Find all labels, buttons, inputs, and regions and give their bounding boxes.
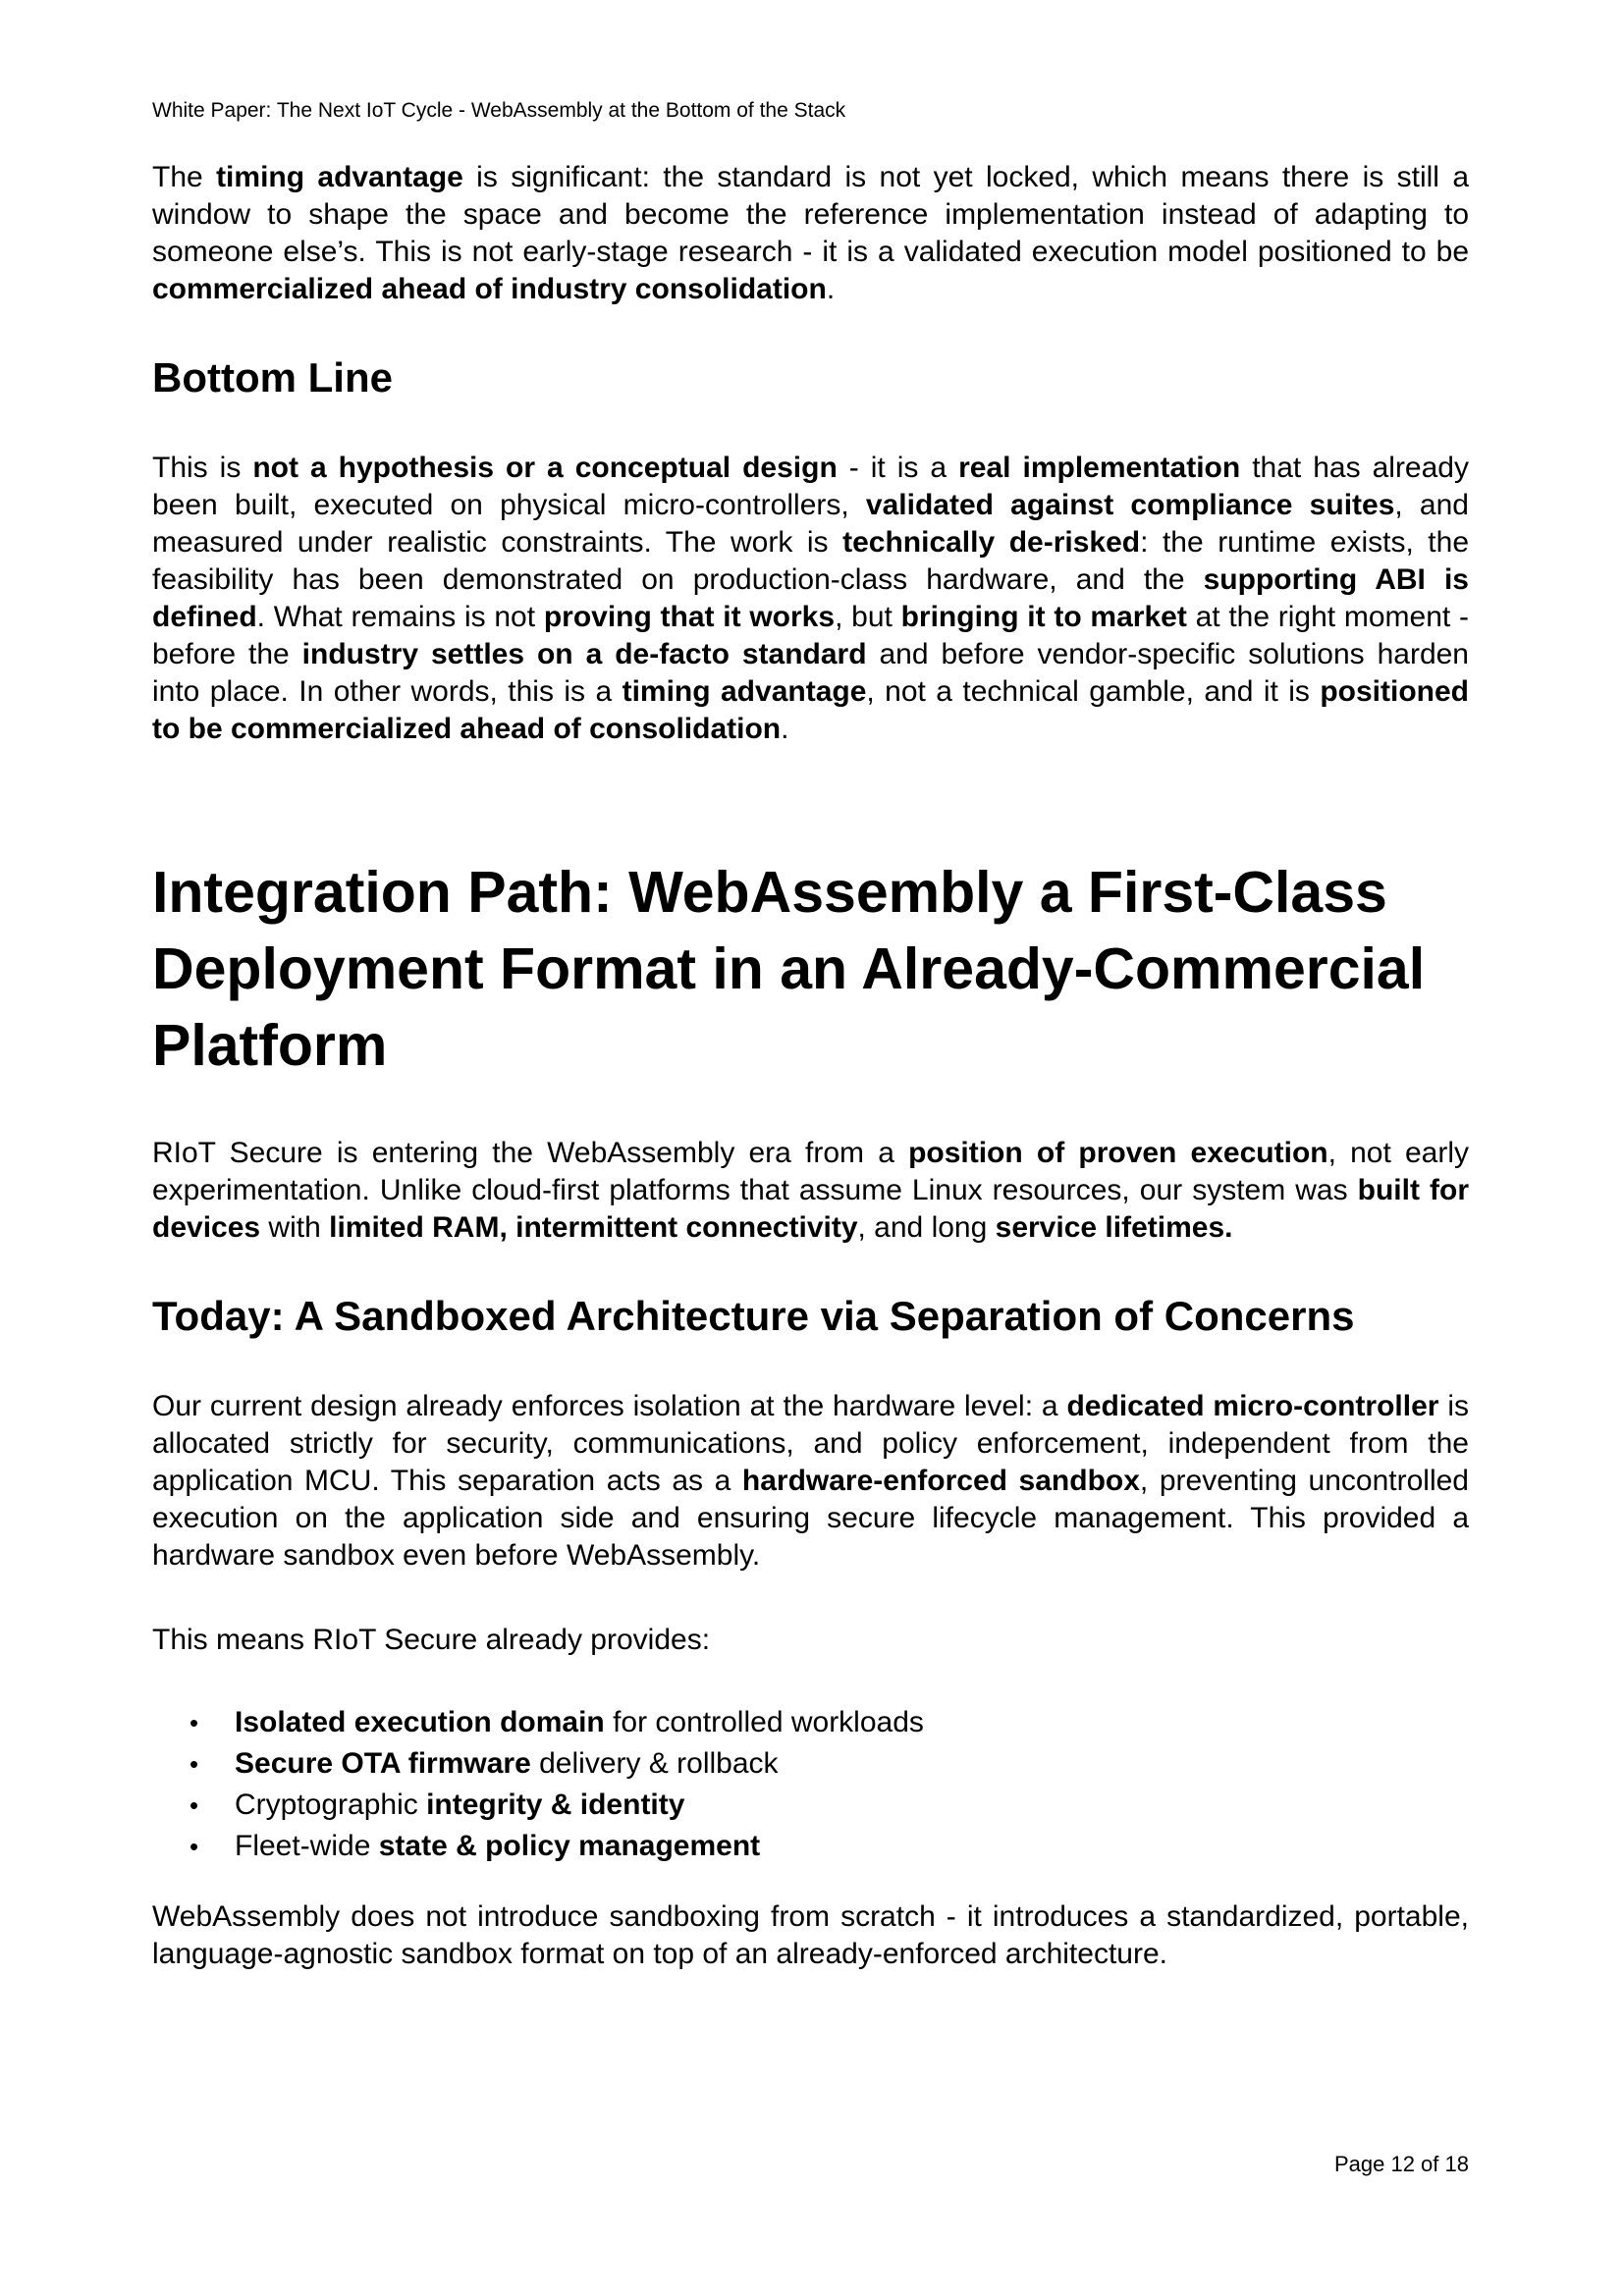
list-item-text: Fleet-wide state & policy management bbox=[235, 1830, 761, 1862]
heading-bottom-line: Bottom Line bbox=[152, 354, 393, 400]
paragraph-timing-advantage: The timing advantage is significant: the standard is not yet locked, which means there is still a window to shape the space and become the reference implementation instead of adapting to someone else’s. This is not early-stage research - it is a validated execution model positioned to be commercialized ahead of industry consolidation. bbox=[152, 161, 1469, 305]
list-item-text: Secure OTA firmware delivery & rollback bbox=[235, 1747, 779, 1780]
list-item bbox=[152, 1826, 1469, 1867]
bullet-icon: • bbox=[189, 1749, 199, 1779]
list-item-text: Cryptographic integrity & identity bbox=[235, 1789, 685, 1821]
list-item bbox=[152, 1743, 1469, 1785]
list-item-text: Isolated execution domain for controlled workloads bbox=[235, 1706, 924, 1738]
paragraph-provides-intro: This means RIoT Secure already provides: bbox=[152, 1624, 711, 1656]
heading-today-sandboxed-architecture: Today: A Sandboxed Architecture via Separation of Concerns bbox=[152, 1293, 1355, 1339]
paragraph-wasm-sandboxing: WebAssembly does not introduce sandboxing from scratch - it introduces a standardized, portable, language-agnostic sandbox format on top of an already-enforced architecture. bbox=[152, 1900, 1469, 1970]
bullet-icon: • bbox=[189, 1832, 199, 1861]
list-item bbox=[152, 1785, 1469, 1826]
page-number: Page 12 of 18 bbox=[1333, 2152, 1469, 2176]
bullet-icon: • bbox=[189, 1790, 199, 1820]
provides-bullet-list bbox=[152, 1702, 1469, 1867]
paragraph-current-design: Our current design already enforces isolation at the hardware level: a dedicated micro-controller is allocated strictly for security, communications, and policy enforcement, independent from the application MCU. This separation acts as a hardware-enforced sandbox, preventing uncontrolled execution on the application side and ensuring secure lifecycle management. This provided a hardware sandbox even before WebAssembly. bbox=[152, 1390, 1469, 1572]
list-item bbox=[152, 1702, 1469, 1743]
bullet-icon: • bbox=[189, 1708, 199, 1737]
heading-integration-path: Integration Path: WebAssembly a First-Class Deployment Format in an Already-Commercial Platform bbox=[152, 860, 1426, 1078]
paragraph-riot-secure: RIoT Secure is entering the WebAssembly era from a position of proven execution, not early experimentation. Unlike cloud-first platforms that assume Linux resources, our system was built for devices with limited RAM, intermittent connectivity, and long service lifetimes. bbox=[152, 1137, 1469, 1244]
running-header: White Paper: The Next IoT Cycle - WebAssembly at the Bottom of the Stack bbox=[152, 99, 846, 122]
paragraph-bottom-line: This is not a hypothesis or a conceptual design - it is a real implementation that has already been built, executed on physical micro-controllers, validated against compliance suites, and measured under realistic constraints. The work is technically de-risked: the runtime exists, the feasibility has been demonstrated on production-class hardware, and the supporting ABI is defined. What remains is not proving that it works, but bringing it to market at the right moment - before the industry settles on a de-facto standard and before vendor-specific solutions harden into place. In other words, this is a timing advantage, not a technical gamble, and it is positioned to be commercialized ahead of consolidation. bbox=[152, 452, 1470, 745]
